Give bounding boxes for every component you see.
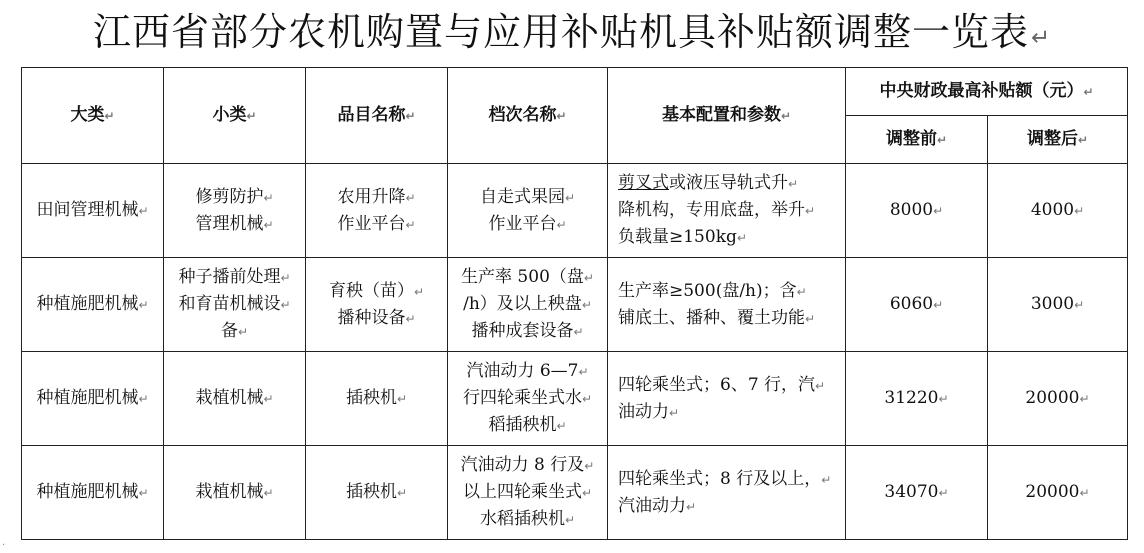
table-row [22, 164, 1128, 258]
table-row [22, 258, 1128, 352]
header-subcategory: 小类↵ [164, 68, 306, 164]
cell-before: 6060↵ [846, 258, 988, 352]
cell-category: 种植施肥机械↵ [22, 446, 164, 540]
cell-category: 种植施肥机械↵ [22, 352, 164, 446]
page-title: 江西省部分农机购置与应用补贴机具补贴额调整一览表↵ [92, 10, 1052, 54]
cell-item-name: 插秧机↵ [306, 446, 448, 540]
cell-subcategory: 栽植机械↵ [164, 352, 306, 446]
cell-subcategory: 栽植机械↵ [164, 446, 306, 540]
cell-after: 3000↵ [988, 258, 1128, 352]
cell-grade-name: 生产率 500（盘↵ /h）及以上秧盘↵ 播种成套设备↵ [448, 258, 608, 352]
header-item-name: 品目名称↵ [306, 68, 448, 164]
paragraph-mark-icon: ↵ [1030, 25, 1052, 51]
cell-item-name: 插秧机↵ [306, 352, 448, 446]
header-subsidy-group: 中央财政最高补贴额（元）↵ [846, 68, 1128, 116]
cell-grade-name: 自走式果园↵ 作业平台↵ [448, 164, 608, 258]
table-row [22, 446, 1128, 540]
cell-subcategory: 修剪防护↵ 管理机械↵ [164, 164, 306, 258]
cell-before: 34070↵ [846, 446, 988, 540]
header-category: 大类↵ [22, 68, 164, 164]
subsidy-table [21, 67, 1128, 540]
cell-after: 20000↵ [988, 446, 1128, 540]
header-config: 基本配置和参数↵ [608, 68, 846, 164]
table-body [22, 164, 1128, 540]
cell-item-name: 农用升降↵ 作业平台↵ [306, 164, 448, 258]
header-before: 调整前↵ [846, 116, 988, 164]
cell-category: 种植施肥机械↵ [22, 258, 164, 352]
cell-after: 4000↵ [988, 164, 1128, 258]
cell-grade-name: 汽油动力 6—7↵ 行四轮乘坐式水↵ 稻插秧机↵ [448, 352, 608, 446]
cell-config: 生产率≥500(盘/h)；含↵ 铺底土、播种、覆土功能↵ [608, 258, 846, 352]
cell-before: 8000↵ [846, 164, 988, 258]
cell-config: 四轮乘坐式；6、7 行，汽↵ 油动力↵ [608, 352, 846, 446]
cell-subcategory: 种子播前处理↵ 和育苗机械设↵ 备↵ [164, 258, 306, 352]
table-row [22, 352, 1128, 446]
cell-config: 四轮乘坐式；8 行及以上，↵ 汽油动力↵ [608, 446, 846, 540]
header-after: 调整后↵ [988, 116, 1128, 164]
cell-grade-name: 汽油动力 8 行及↵ 以上四轮乘坐式↵ 水稻插秧机↵ [448, 446, 608, 540]
cell-item-name: 育秧（苗）↵ 播种设备↵ [306, 258, 448, 352]
underlined-text: 剪叉式 [618, 173, 669, 193]
cell-after: 20000↵ [988, 352, 1128, 446]
cursor-mark: · [2, 540, 6, 551]
cell-before: 31220↵ [846, 352, 988, 446]
cell-category: 田间管理机械↵ [22, 164, 164, 258]
cell-config: 剪叉式或液压导轨式升↵ 降机构，专用底盘，举升↵ 负载量≥150kg↵ [608, 164, 846, 258]
header-grade-name: 档次名称↵ [448, 68, 608, 164]
